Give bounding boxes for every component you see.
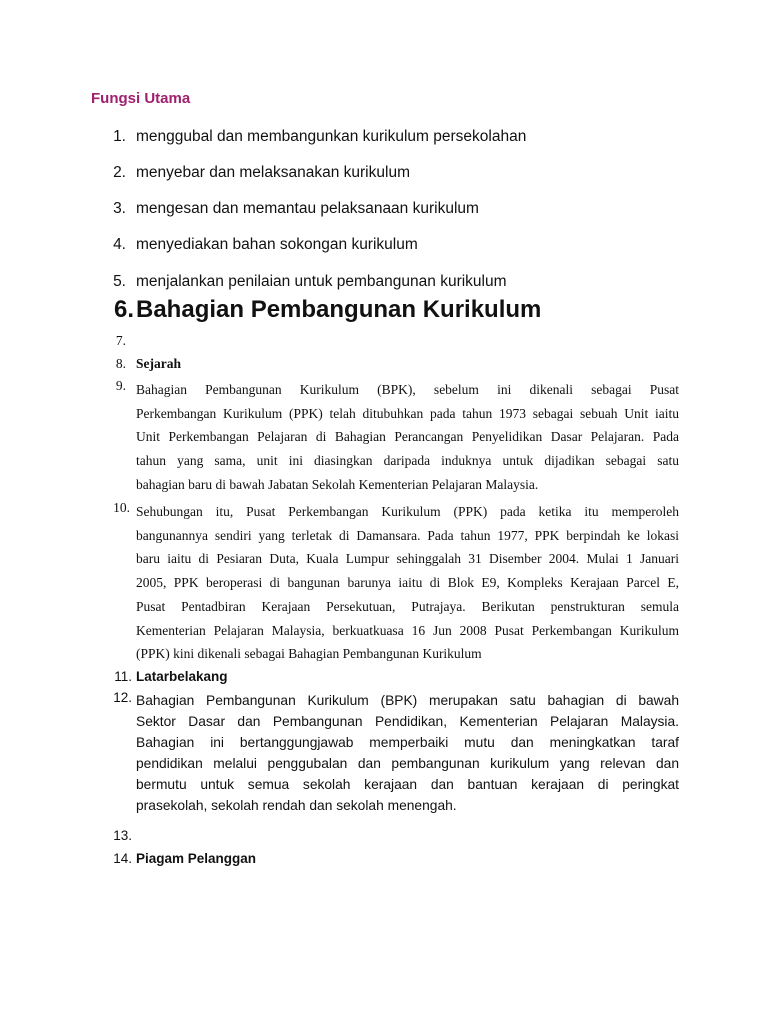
paragraph bbox=[136, 690, 679, 816]
paragraph-line: bangunannya sendiri yang terletak di Damansara. Pada tahun 1977, PPK berpindah ke lokasi bbox=[136, 527, 679, 543]
paragraph-line: prasekolah, sekolah rendah dan sekolah menengah. bbox=[136, 798, 457, 813]
list-number: 10. bbox=[113, 500, 130, 515]
list-number: 1. bbox=[113, 128, 126, 145]
list-number: 4. bbox=[113, 236, 126, 253]
section-title-text: Bahagian Pembangunan Kurikulum bbox=[136, 296, 542, 323]
paragraph-line: Bahagian Pembangunan Kurikulum (BPK), sebelum ini dikenali sebagai Pusat bbox=[136, 382, 679, 397]
paragraph-line: Sektor Dasar dan Pembangunan Pendidikan, Kementerian Pelajaran Malaysia. bbox=[136, 714, 679, 729]
piagam-pelanggan-heading: Piagam Pelanggan bbox=[136, 851, 257, 866]
paragraph-line: tahun yang sama, unit ini diasingkan daripada induknya untuk dijadikan sebagai satu bbox=[136, 453, 679, 469]
paragraph-line: baru iaitu di Pesiaran Duta, Kuala Lumpur sehinggalah 31 Disember 2004. Mulai 1 Januari bbox=[136, 551, 679, 567]
paragraph-line: Pusat Pentadbiran Kerajaan Persekutuan, Putrajaya. Berikutan penstrukturan semula bbox=[136, 598, 679, 614]
latarbelakang-heading: Latarbelakang bbox=[136, 669, 228, 684]
list-number: 5. bbox=[113, 273, 126, 290]
list-number: 7. bbox=[115, 333, 126, 348]
paragraph-line: Perkembangan Kurikulum (PPK) telah ditubuhkan pada tahun 1973 sebagai sebuah Unit iaitu bbox=[136, 405, 679, 421]
list-text: mengesan dan memantau pelaksanaan kurikulum bbox=[136, 200, 479, 217]
list-text: menjalankan penilaian untuk pembangunan kurikulum bbox=[136, 273, 507, 290]
list-text: menyediakan bahan sokongan kurikulum bbox=[136, 236, 418, 253]
section-number: 6. bbox=[113, 296, 134, 323]
paragraph-line: bahagian baru di bawah Jabatan Sekolah Kementerian Pelajaran Malaysia. bbox=[136, 476, 539, 492]
list-number: 12. bbox=[113, 690, 132, 705]
list-number: 11. bbox=[114, 669, 132, 684]
paragraph-line: Kementerian Pelajaran Malaysia, berkuatkuasa 16 Jun 2008 Pusat Perkembangan Kurikulum bbox=[136, 622, 679, 638]
fungsi-utama-heading: Fungsi Utama bbox=[91, 90, 191, 107]
list-number: 14. bbox=[113, 851, 132, 866]
paragraph-line: Sehubungan itu, Pusat Perkembangan Kurikulum (PPK) pada ketika itu memperoleh bbox=[136, 504, 679, 519]
paragraph-line: 2005, PPK beroperasi di bangunan barunya iaitu di Blok E9, Kompleks Kerajaan Parcel E, bbox=[136, 575, 679, 591]
paragraph-line: bermutu untuk semua sekolah kerajaan dan bantuan kerajaan di peringkat bbox=[136, 777, 679, 792]
list-text: menggubal dan membangunkan kurikulum persekolahan bbox=[136, 128, 527, 145]
paragraph bbox=[136, 378, 679, 497]
paragraph-line: Bahagian ini bertanggungjawab memperbaiki mutu dan meningkatkan taraf bbox=[136, 735, 679, 750]
paragraph-line: (PPK) kini dikenali sebagai Bahagian Pembangunan Kurikulum bbox=[136, 646, 482, 662]
list-number: 13. bbox=[113, 828, 132, 843]
paragraph-line: Unit Perkembangan Pelajaran di Bahagian Perancangan Penyelidikan Dasar Pelajaran. Pada bbox=[136, 429, 679, 445]
paragraph-line: pendidikan melalui penggubalan dan pembangunan kurikulum yang relevan dan bbox=[136, 756, 679, 771]
list-number: 2. bbox=[113, 164, 126, 181]
paragraph-line: Bahagian Pembangunan Kurikulum (BPK) merupakan satu bahagian di bawah bbox=[136, 693, 679, 708]
list-number: 9. bbox=[115, 378, 126, 393]
list-number: 8. bbox=[115, 356, 126, 371]
sejarah-heading: Sejarah bbox=[136, 356, 181, 371]
list-text: menyebar dan melaksanakan kurikulum bbox=[136, 164, 410, 181]
list-number: 3. bbox=[113, 200, 126, 217]
paragraph bbox=[136, 500, 679, 666]
